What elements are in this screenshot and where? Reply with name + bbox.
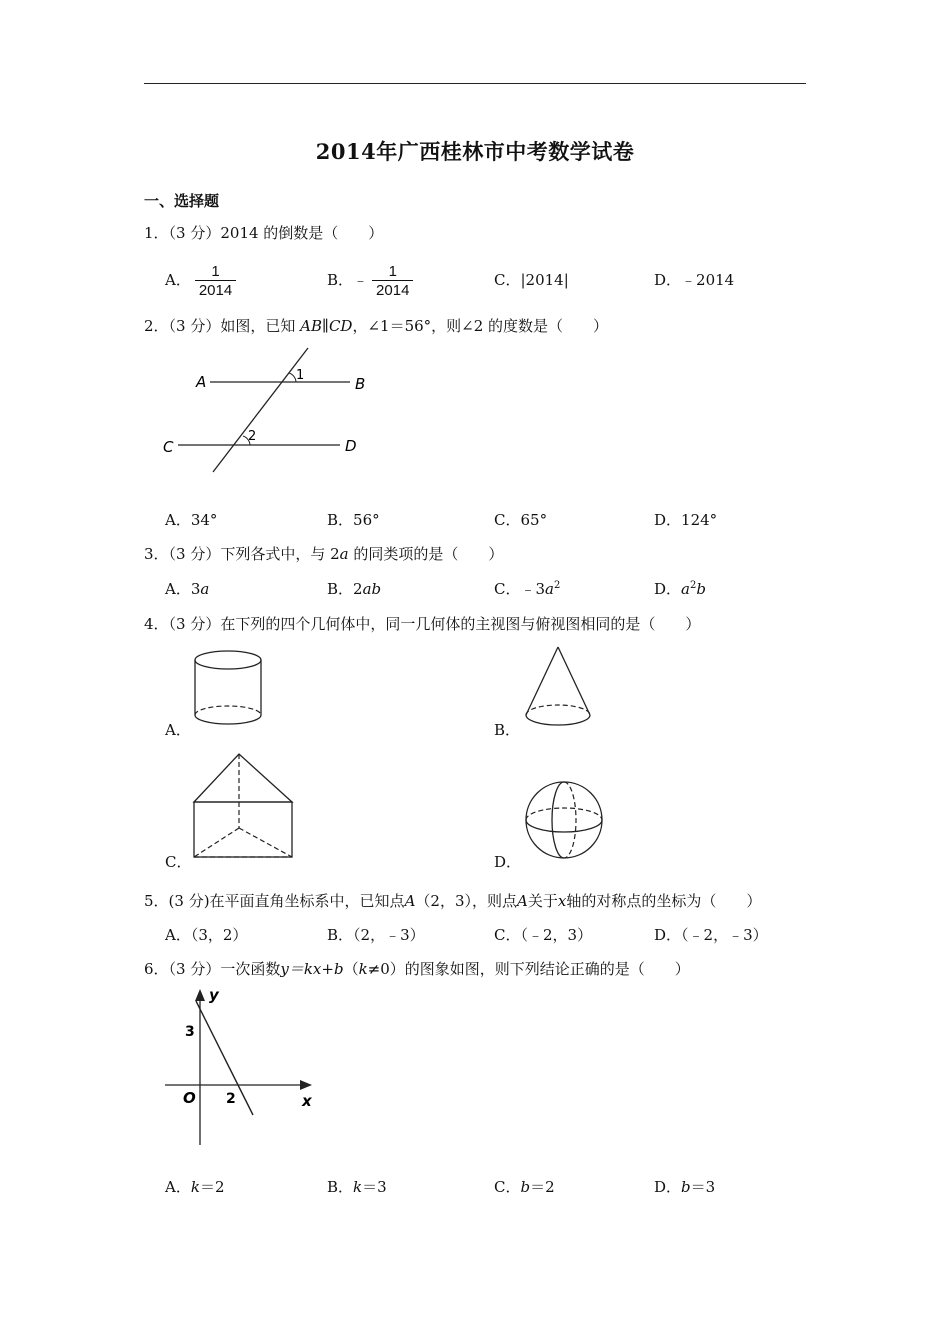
- question-6-stem: 6．（3 分）一次函数y＝kx+b（k≠0）的图象如图，则下列结论正确的是（ ）: [144, 960, 690, 978]
- question-3-stem: 3．（3 分）下列各式中，与 2a 的同类项的是（ ）: [144, 545, 504, 563]
- q6-option-a: A．k＝2: [165, 1178, 225, 1196]
- x-axis-arrow: [300, 1080, 312, 1090]
- label-b: B: [355, 375, 366, 393]
- y-axis-arrow: [195, 989, 205, 1001]
- label-d: D: [345, 437, 357, 455]
- question-4-stem: 4．（3 分）在下列的四个几何体中，同一几何体的主视图与俯视图相同的是（ ）: [144, 615, 701, 633]
- q3-option-a: A．3a: [165, 580, 210, 598]
- q2-option-d: D．124°: [654, 511, 718, 529]
- section-heading: 一、选择题: [144, 192, 220, 210]
- triangular-prism-figure: [190, 750, 300, 862]
- label-angle-1: 1: [296, 368, 305, 383]
- x-axis-label: x: [302, 1092, 312, 1110]
- q6-option-c: C．b＝2: [494, 1178, 555, 1196]
- q5-option-a: A．（3，2）: [165, 926, 248, 944]
- cylinder-figure: [194, 650, 264, 728]
- q1-option-a: A． $\frac{1}{2014}$: [165, 261, 236, 299]
- q6-option-d: D．b＝3: [654, 1178, 716, 1196]
- q3-option-b: B．2ab: [327, 580, 382, 598]
- q4-option-c-label: C．: [165, 853, 192, 871]
- y-axis-label: y: [209, 986, 219, 1004]
- transversal-line: [213, 348, 308, 472]
- question-1-stem: 1．（3 分）2014 的倒数是（ ）: [144, 224, 384, 242]
- label-a: A: [196, 373, 207, 391]
- origin-label: O: [183, 1089, 196, 1107]
- question-2-stem: 2．（3 分）如图，已知 AB∥CD，∠1＝56°，则∠2 的度数是（ ）: [144, 317, 609, 335]
- label-angle-2: 2: [248, 429, 257, 444]
- q4-option-a-label: A．: [165, 721, 191, 739]
- q5-option-b: B．（2，﹣3）: [327, 926, 425, 944]
- q3-option-c: C．$﹣3a^2$: [494, 580, 561, 598]
- q1-option-d: D．﹣2014: [654, 271, 735, 289]
- q4-option-b-label: B．: [494, 721, 521, 739]
- q6-linear-graph-figure: [160, 985, 330, 1150]
- q1-option-b: B．﹣ $\frac{1}{2014}$: [327, 261, 413, 299]
- sphere-figure: [524, 780, 604, 860]
- q3-option-d: D．$a^2b$: [654, 580, 706, 598]
- function-line: [196, 1001, 253, 1115]
- label-c: C: [163, 438, 174, 456]
- q5-option-c: C．（﹣2，3）: [494, 926, 593, 944]
- angle-1-arc: [289, 373, 296, 382]
- x-intercept-label: 2: [226, 1091, 236, 1107]
- q2-parallel-lines-figure: [150, 340, 390, 480]
- q2-option-b: B．56°: [327, 511, 380, 529]
- q5-option-d: D．（﹣2，﹣3）: [654, 926, 768, 944]
- q6-option-b: B．k＝3: [327, 1178, 387, 1196]
- q2-option-c: C．65°: [494, 511, 548, 529]
- q2-option-a: A．34°: [165, 511, 218, 529]
- cone-figure: [524, 645, 594, 730]
- header-rule: [144, 83, 806, 84]
- q1-option-c: C．|2014|: [494, 271, 569, 289]
- y-intercept-label: 3: [185, 1024, 195, 1040]
- question-5-stem: 5．(3 分)在平面直角坐标系中，已知点A（2，3），则点A关于x轴的对称点的坐标为（ ）: [144, 892, 762, 910]
- page-title: 2014年广西桂林市中考数学试卷: [315, 139, 635, 164]
- q4-option-d-label: D．: [494, 853, 522, 871]
